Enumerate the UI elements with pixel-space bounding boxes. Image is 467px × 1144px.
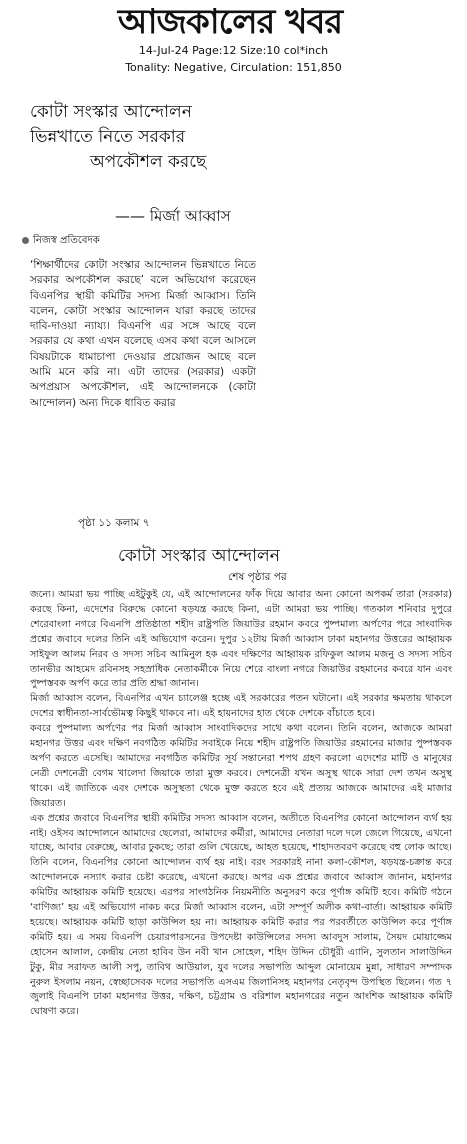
article-byline: —— মির্জা আব্বাস — [115, 207, 231, 225]
continued-on-note: পৃষ্ঠা ১১ কলাম ৭ — [78, 517, 150, 529]
body-paragraph: মির্জা আব্বাস বলেন, বিএনপির এখন চ্যালেঞ্জ হচ্ছে এই সরকারের পতন ঘটানো। এই সরকার ক্ষমতায় থাকলে দেশের স্বাধীনতা-সার্বভৌমত্ব কিছুই থাকবে না। এই হায়নাদের হাত থেকে দেশকে বাঁচাতে হবে। — [30, 693, 452, 720]
reporter-credit — [22, 233, 100, 250]
continuation-title: কোটা সংস্কার আন্দোলন — [118, 546, 280, 566]
headline-line-2: ভিন্নখাতে নিতে সরকার — [30, 127, 186, 147]
body-paragraph: এক প্রশ্নের জবাবে বিএনপির স্থায়ী কমিটির সদস্য আব্বাস বলেন, অতীতে বিএনপির কোনো আন্দোলন ব্যর্থ হয় নাই। ওইসব আন্দোলনে আমাদের ছেলেরা, আমাদের কর্মীরা, আমাদের নেতারা দলে দলে জেলে গিয়েছে, এখনো যাচ্ছে, আবার বেরুচ্ছে, আবার ঢুকছে; তারা গুলি খেয়েছে, আহত হয়েছে, শাহাদতবরণ করেছে বহু লোক আছে। তিনি বলেন, বিএনপির কোনো আন্দোলন ব্যর্থ হয় নাই। বরং সরকারই নানা কলা-কৌশল, ষড়যন্ত্র-চক্রান্ত করে আন্দোলনকে নস্যাৎ করার চেষ্টা করেছে, এখনো করছে। অপর এক প্রশ্নের জবাবে আব্বাস জানান, মহানগর কমিটির আহ্বায়ক কমিটি হয়েছে। এরপর সাংগঠনিক নিয়মনীতি অনুসরণ করে পূর্ণাঙ্গ কমিটি হবে। কমিটি গঠনে ‘বাণিজ্য’ হয় এই অভিযোগ নাকচ করে মির্জা আব্বাস বলেন, এটা সম্পূর্ণ অলীক কথা-বার্তা। আহ্বায়ক কমিটি হয়েছে। আহ্বায়ক কমিটি ছাড়া কাউন্সিল হয় না। আহ্বায়ক কমিটি করার পর পরবর্তীতে কাউন্সিল করে পূর্ণাঙ্গ কমিটি হয়। এ সময় বিএনপি চেয়ারপারসনের উপদেষ্টা কাউন্সিলের সদস্য আবদুস সালাম, সৈয়দ মোয়াজ্জেম হোসেন আলাল, কেন্দ্রীয় নেতা হাবিব উন নবী খান সোহেল, শহিদ উদ্দিন চৌধুরী এ্যানি, সুলতান সালাউদ্দিন টুকু, মীর সরাফত আলী সপু, তাবিথ আউয়াল, যুব দলের সভাপতি আব্দুল মোনায়েম মুন্না, সাধারণ সম্পাদক নুরুল ইসলাম নয়ন, স্বেচ্ছাসেবক দলের সভাপতি এসএম জিলানিসহ মহানগর নেতৃবৃন্দ উপস্থিত ছিলেন। গত ৭ জুলাই বিএনপি ঢাকা মহানগর উত্তর, দক্ষিণ, চট্টগ্রাম ও বরিশাল মহানগরের নতুন আংশিক আহ্বায়ক কমিটি ঘোষণা করে। — [30, 812, 452, 1018]
body-paragraph: জন্যে। আমরা ভয় পাচ্ছি এইটুকুই যে, এই আন্দোলনের ফাঁক দিয়ে আবার অন্য কোনো অপকর্ম তারা (সরকার) করছে কিনা, এদেশের বিরুদ্ধে কোনো ষড়যন্ত্র করছে কিনা, এটা আমরা ভয় পাচ্ছি। গতকাল শনিবার দুপুরে শেরেবাংলা নগরে বিএনপি প্রতিষ্ঠাতা শহীদ রাষ্ট্রপতি জিয়াউর রহমান কবরে পুষ্পমাল্য অর্পণের পরে সাংবাদিক প্রশ্নের জবাবে দলের তিনি এই অভিযোগ করেন। দুপুর ১২টায় মির্জা আব্বাস ঢাকা মহানগর উত্তরের আহ্বায়ক সাইফুল আলম নিরব ও সদস্য সচিব আমিনুল হক এবং দক্ষিণের আহ্বায়ক রফিকুল আলম মজনু ও সদস্য সচিব তানভীর আহমেদ রবিনসহ সহস্রাধিক নেতাকর্মীকে নিয়ে শেরে বাংলা নগরে জিয়াউর রহমানের কবরে যান এবং পুষ্পস্তবক অর্পণ করে তার প্রতি শ্রদ্ধা জানান। — [30, 589, 452, 690]
headline-line-3: অপকৌশল করছে — [90, 152, 207, 172]
article-headline — [30, 100, 250, 175]
masthead-logo: আজকালের খবর — [117, 2, 343, 42]
reporter-label: নিজস্ব প্রতিবেদক — [33, 235, 100, 246]
continuation-subtitle: শেষ পৃষ্ঠার পর — [228, 571, 287, 583]
bullet-icon — [22, 237, 29, 244]
article-intro: ‘শিক্ষার্থীদের কোটা সংস্কার আন্দোলন ভিন্নখাতে নিতে সরকার অপকৌশল করছে’ বলে অভিযোগ করেছেন বিএনপির স্থায়ী কমিটির সদস্য মির্জা আব্বাস। তিনি বলেন, কোটা সংস্কার আন্দোলন যারা করছে তাদের দাবি-দাওয়া ন্যায্য। বিএনপি এর সঙ্গে আছে বলে সরকার যে কথা এখন বলেছে এসব কথা বলে আসলে বিষয়টাকে ধামাচাপা দেওয়ার প্রয়োজন আছে বলে আমি মনে করি না। এটা তাদের (সরকার) একটা অপপ্রয়াস অপকৌশল, এই আন্দোলনকে (কোটা আন্দোলন) অন্য দিকে ধাবিত করার — [30, 259, 256, 409]
clipping-meta-date-size: 14-Jul-24 Page:12 Size:10 col*inch — [138, 44, 329, 57]
headline-line-1: কোটা সংস্কার আন্দোলন — [30, 102, 192, 122]
body-paragraph: কবরে পুষ্পমাল্য অর্পণের পর মির্জা আব্বাস সাংবাদিকদের সাথে কথা বলেন। তিনি বলেন, আজকে আমরা মহানগর উত্তর এবং দক্ষিণ নবগঠিত কমিটির সবাইকে নিয়ে শহীদ রাষ্ট্রপতি জিয়াউর রহমানের মাজার পুষ্পস্তবক অর্পণ করতে এসেছি। আমাদের নবগঠিত কমিটির সূর্য সন্তানেরা শপথ গ্রহণ করলো এদেশের মাটি ও মানুষের নেত্রী দেশনেত্রী বেগম খালেদা জিয়াকে তারা মুক্ত করবে। দেশনেত্রী যখন অসুস্থ থাকে সারা দেশ তখন অসুস্থ থাকে। এই জাতিকে এবং দেশকে অসুস্থতা থেকে মুক্ত করতে হবে এই প্রত্যয় আজকে আমাদের এই মাজার জিয়ারত। — [30, 723, 452, 809]
continuation-body — [30, 588, 452, 1020]
clipping-meta-tonality: Tonality: Negative, Circulation: 151,850 — [125, 61, 342, 74]
